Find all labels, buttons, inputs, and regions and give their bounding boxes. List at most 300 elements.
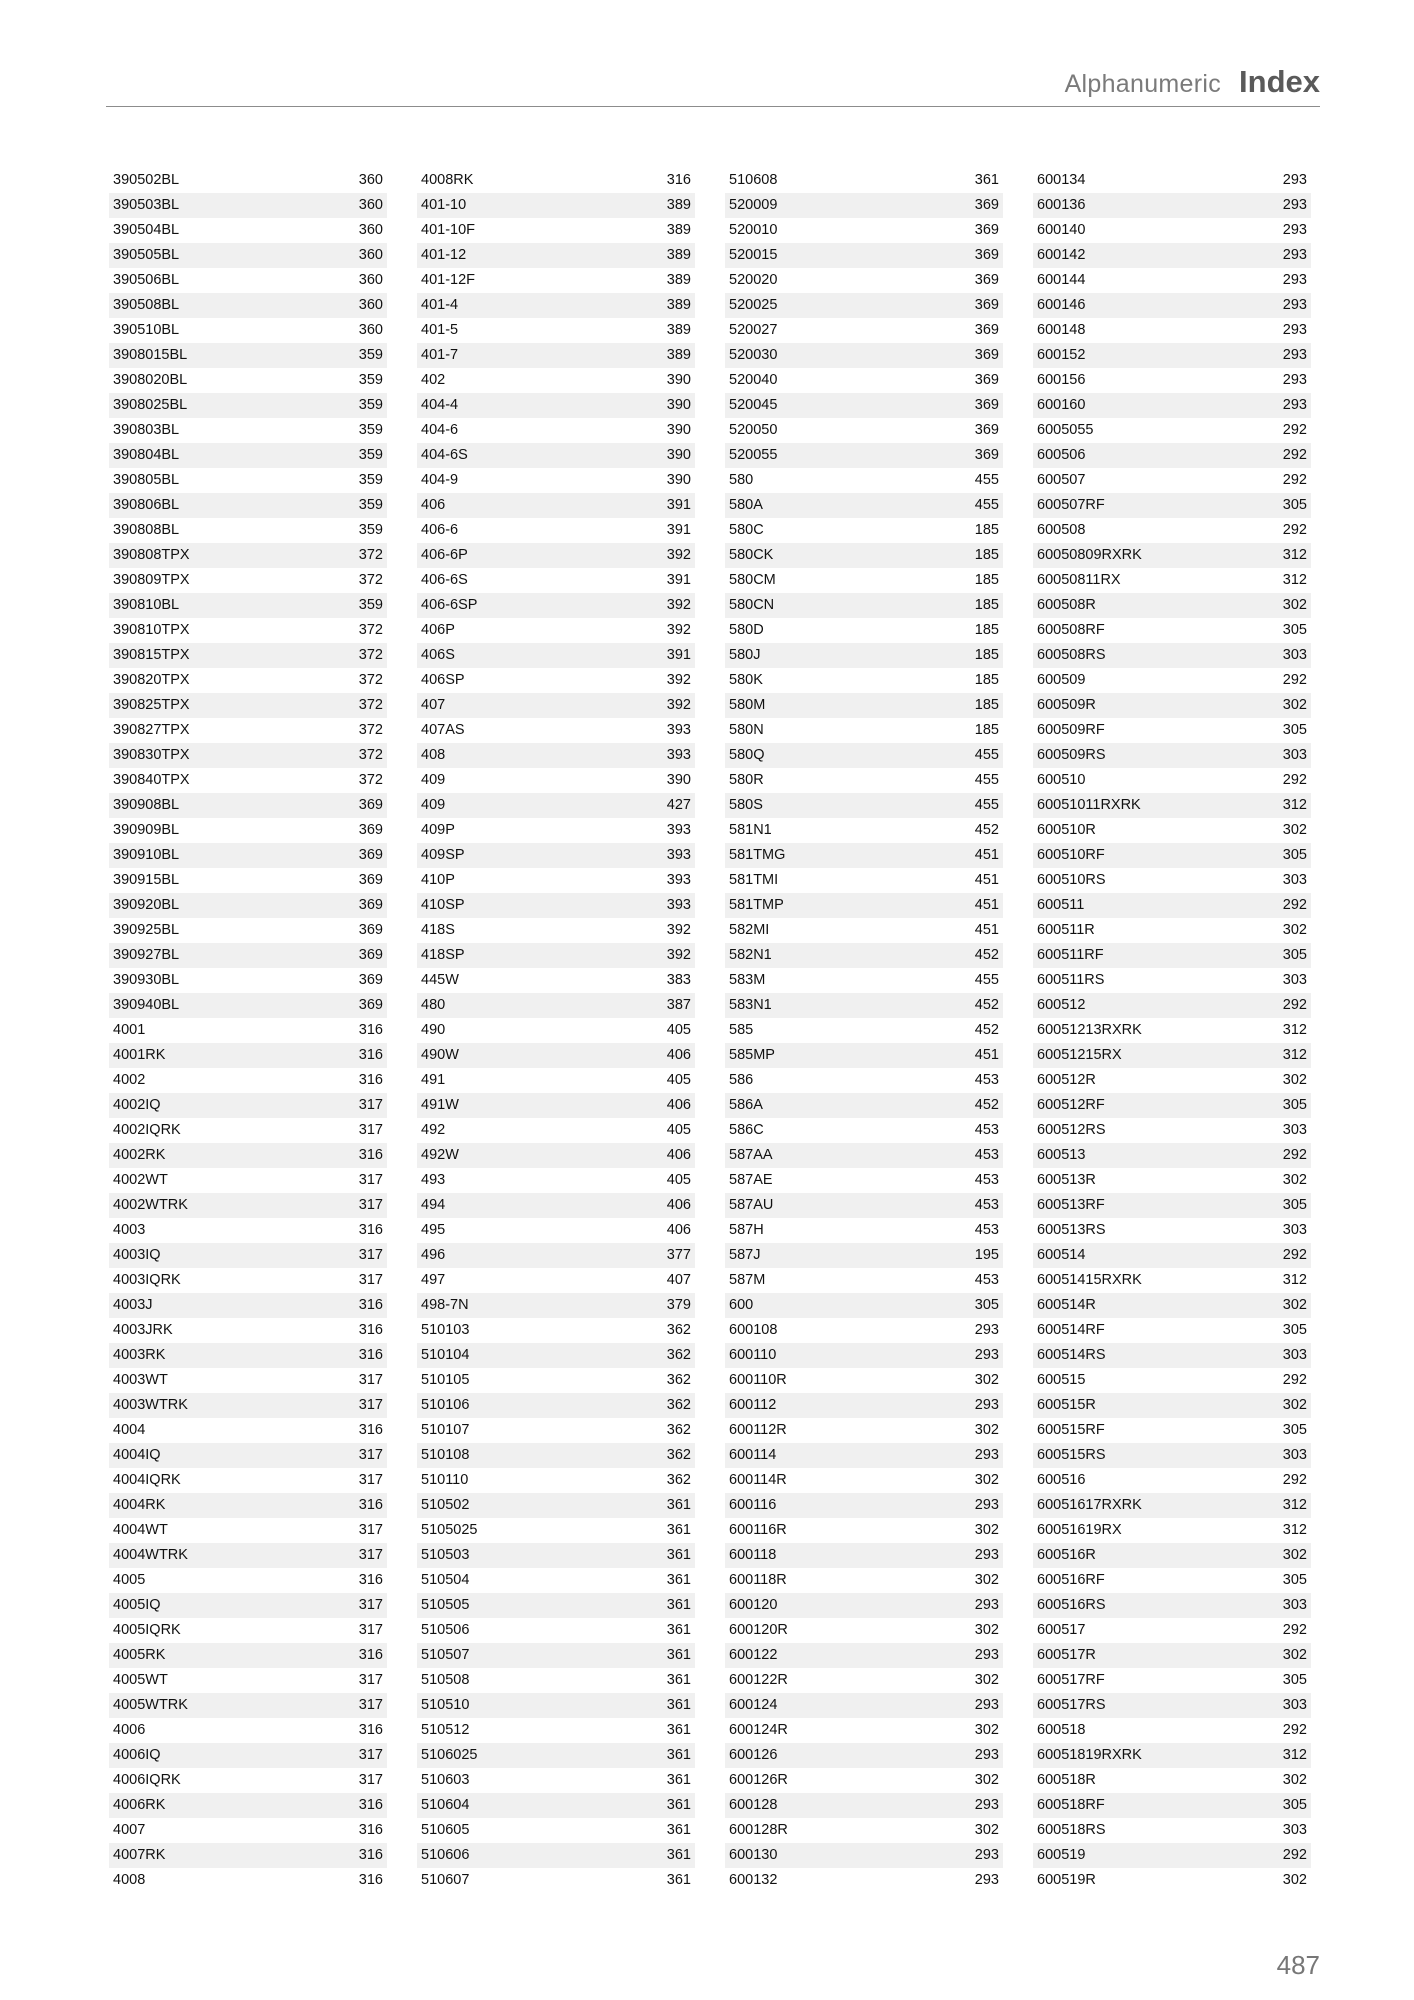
index-row xyxy=(417,918,695,943)
item-code: 4002RK xyxy=(113,1147,166,1163)
index-row xyxy=(417,643,695,668)
item-page: 359 xyxy=(358,597,383,613)
item-page: 360 xyxy=(358,197,383,213)
item-page: 317 xyxy=(358,1597,383,1613)
item-page: 393 xyxy=(666,872,691,888)
index-row xyxy=(109,1493,387,1518)
item-page: 360 xyxy=(358,297,383,313)
item-page: 451 xyxy=(974,897,999,913)
index-row xyxy=(417,1368,695,1393)
index-row xyxy=(725,1693,1003,1718)
index-row xyxy=(1033,568,1311,593)
index-row xyxy=(1033,1168,1311,1193)
item-page: 302 xyxy=(974,1472,999,1488)
index-row xyxy=(417,443,695,468)
index-row xyxy=(417,368,695,393)
item-code: 60051415RXRK xyxy=(1037,1272,1142,1288)
item-code: 4005RK xyxy=(113,1647,166,1663)
item-page: 361 xyxy=(666,1547,691,1563)
item-code: 600513 xyxy=(1037,1147,1086,1163)
index-row xyxy=(109,293,387,318)
item-code: 580CN xyxy=(729,597,775,613)
item-page: 305 xyxy=(974,1297,999,1313)
item-code: 587AE xyxy=(729,1172,773,1188)
item-page: 303 xyxy=(1282,1822,1307,1838)
item-page: 361 xyxy=(666,1572,691,1588)
index-row xyxy=(725,518,1003,543)
item-code: 600512RS xyxy=(1037,1122,1106,1138)
item-code: 5105025 xyxy=(421,1522,478,1538)
item-code: 600511R xyxy=(1037,922,1095,938)
item-page: 369 xyxy=(974,197,999,213)
index-row xyxy=(109,1643,387,1668)
item-page: 317 xyxy=(358,1447,383,1463)
index-row xyxy=(109,1718,387,1743)
item-page: 369 xyxy=(974,272,999,288)
index-row xyxy=(1033,193,1311,218)
index-row xyxy=(417,1793,695,1818)
item-page: 292 xyxy=(1282,672,1307,688)
item-page: 302 xyxy=(1282,1547,1307,1563)
item-code: 401-7 xyxy=(421,347,459,363)
index-row xyxy=(417,1243,695,1268)
item-code: 3908025BL xyxy=(113,397,188,413)
item-page: 390 xyxy=(666,447,691,463)
item-page: 293 xyxy=(974,1547,999,1563)
item-code: 600518R xyxy=(1037,1772,1096,1788)
item-code: 600512RF xyxy=(1037,1097,1105,1113)
item-page: 390 xyxy=(666,472,691,488)
item-page: 393 xyxy=(666,847,691,863)
index-row xyxy=(417,1718,695,1743)
index-row xyxy=(109,518,387,543)
index-row xyxy=(725,1043,1003,1068)
header-title-light: Alphanumeric xyxy=(1064,70,1222,98)
item-code: 4003WT xyxy=(113,1372,168,1388)
item-code: 401-10 xyxy=(421,197,467,213)
item-code: 390909BL xyxy=(113,822,180,838)
item-code: 4006IQRK xyxy=(113,1772,181,1788)
item-page: 302 xyxy=(1282,597,1307,613)
item-page: 302 xyxy=(1282,1772,1307,1788)
item-code: 600508R xyxy=(1037,597,1096,613)
item-page: 316 xyxy=(358,1497,383,1513)
index-row xyxy=(725,1418,1003,1443)
item-code: 491W xyxy=(421,1097,459,1113)
item-page: 305 xyxy=(1282,1197,1307,1213)
index-row xyxy=(417,193,695,218)
item-page: 453 xyxy=(974,1272,999,1288)
index-row xyxy=(725,1843,1003,1868)
item-code: 600126R xyxy=(729,1772,788,1788)
item-page: 361 xyxy=(666,1647,691,1663)
item-page: 387 xyxy=(666,997,691,1013)
item-code: 600514RF xyxy=(1037,1322,1105,1338)
item-code: 587H xyxy=(729,1222,764,1238)
item-code: 580R xyxy=(729,772,764,788)
item-code: 600511RS xyxy=(1037,972,1105,988)
item-page: 305 xyxy=(1282,1572,1307,1588)
item-page: 361 xyxy=(666,1622,691,1638)
item-page: 293 xyxy=(974,1322,999,1338)
index-row xyxy=(1033,343,1311,368)
item-page: 317 xyxy=(358,1247,383,1263)
item-code: 510605 xyxy=(421,1822,470,1838)
index-row xyxy=(725,1018,1003,1043)
index-row xyxy=(725,793,1003,818)
index-row xyxy=(417,843,695,868)
item-page: 372 xyxy=(358,722,383,738)
item-code: 585MP xyxy=(729,1047,775,1063)
index-row xyxy=(417,1093,695,1118)
item-page: 185 xyxy=(974,572,999,588)
item-code: 581TMP xyxy=(729,897,784,913)
index-row xyxy=(1033,393,1311,418)
item-code: 4004WT xyxy=(113,1522,168,1538)
item-page: 427 xyxy=(666,797,691,813)
item-code: 600136 xyxy=(1037,197,1086,213)
index-row xyxy=(417,1518,695,1543)
item-page: 392 xyxy=(666,672,691,688)
item-page: 362 xyxy=(666,1472,691,1488)
index-row xyxy=(725,1493,1003,1518)
item-page: 305 xyxy=(1282,1672,1307,1688)
index-row xyxy=(417,168,695,193)
item-code: 583M xyxy=(729,972,766,988)
item-code: 4007 xyxy=(113,1822,146,1838)
item-code: 404-6S xyxy=(421,447,468,463)
index-row xyxy=(1033,1593,1311,1618)
index-row xyxy=(109,1618,387,1643)
index-row xyxy=(725,393,1003,418)
item-code: 600110R xyxy=(729,1372,787,1388)
item-page: 369 xyxy=(358,797,383,813)
item-page: 302 xyxy=(1282,922,1307,938)
index-row xyxy=(1033,1118,1311,1143)
item-page: 372 xyxy=(358,622,383,638)
index-row xyxy=(725,868,1003,893)
item-page: 451 xyxy=(974,1047,999,1063)
item-code: 390510BL xyxy=(113,322,180,338)
item-page: 292 xyxy=(1282,1147,1307,1163)
item-code: 600510 xyxy=(1037,772,1086,788)
item-page: 362 xyxy=(666,1397,691,1413)
item-page: 369 xyxy=(974,222,999,238)
item-code: 581TMG xyxy=(729,847,786,863)
index-row xyxy=(1033,1193,1311,1218)
item-page: 359 xyxy=(358,447,383,463)
item-page: 452 xyxy=(974,822,999,838)
item-page: 293 xyxy=(974,1697,999,1713)
item-page: 455 xyxy=(974,497,999,513)
item-page: 369 xyxy=(358,822,383,838)
index-row xyxy=(1033,218,1311,243)
index-row xyxy=(725,1343,1003,1368)
item-page: 316 xyxy=(358,1072,383,1088)
index-row xyxy=(1033,1568,1311,1593)
item-page: 303 xyxy=(1282,972,1307,988)
item-page: 195 xyxy=(974,1247,999,1263)
item-page: 372 xyxy=(358,747,383,763)
index-row xyxy=(725,1468,1003,1493)
index-row xyxy=(725,618,1003,643)
item-page: 369 xyxy=(974,372,999,388)
index-row xyxy=(417,1043,695,1068)
item-code: 492 xyxy=(421,1122,446,1138)
item-page: 406 xyxy=(666,1197,691,1213)
item-page: 293 xyxy=(1282,347,1307,363)
index-row xyxy=(109,1143,387,1168)
item-page: 317 xyxy=(358,1522,383,1538)
index-column-4 xyxy=(1033,168,1311,1893)
item-page: 185 xyxy=(974,597,999,613)
index-row xyxy=(725,493,1003,518)
index-row xyxy=(1033,1143,1311,1168)
item-code: 600511 xyxy=(1037,897,1085,913)
item-code: 4003IQ xyxy=(113,1247,161,1263)
index-row xyxy=(1033,1418,1311,1443)
index-row xyxy=(1033,1268,1311,1293)
index-row xyxy=(1033,518,1311,543)
index-row xyxy=(109,943,387,968)
item-code: 445W xyxy=(421,972,459,988)
item-page: 389 xyxy=(666,247,691,263)
index-row xyxy=(1033,1443,1311,1468)
index-row xyxy=(417,1418,695,1443)
item-page: 392 xyxy=(666,622,691,638)
index-row xyxy=(725,1293,1003,1318)
item-page: 292 xyxy=(1282,897,1307,913)
item-code: 390827TPX xyxy=(113,722,190,738)
item-page: 405 xyxy=(666,1172,691,1188)
index-row xyxy=(109,1793,387,1818)
item-page: 393 xyxy=(666,822,691,838)
item-page: 453 xyxy=(974,1222,999,1238)
item-code: 520009 xyxy=(729,197,778,213)
item-page: 389 xyxy=(666,197,691,213)
item-page: 316 xyxy=(358,1147,383,1163)
item-page: 369 xyxy=(358,872,383,888)
item-page: 361 xyxy=(666,1722,691,1738)
item-page: 361 xyxy=(974,172,999,188)
item-code: 510104 xyxy=(421,1347,470,1363)
item-page: 390 xyxy=(666,422,691,438)
index-row xyxy=(109,1218,387,1243)
item-code: 600140 xyxy=(1037,222,1086,238)
item-code: 520040 xyxy=(729,372,778,388)
item-page: 390 xyxy=(666,397,691,413)
item-page: 389 xyxy=(666,347,691,363)
index-row xyxy=(417,318,695,343)
index-row xyxy=(417,468,695,493)
index-row xyxy=(109,1193,387,1218)
item-page: 359 xyxy=(358,497,383,513)
index-row xyxy=(417,668,695,693)
item-code: 480 xyxy=(421,997,446,1013)
item-page: 302 xyxy=(974,1572,999,1588)
item-page: 305 xyxy=(1282,847,1307,863)
item-code: 600124R xyxy=(729,1722,788,1738)
item-code: 600132 xyxy=(729,1872,778,1888)
item-page: 293 xyxy=(1282,197,1307,213)
item-code: 4008RK xyxy=(421,172,474,188)
index-row xyxy=(725,1593,1003,1618)
index-row xyxy=(417,1768,695,1793)
item-code: 406P xyxy=(421,622,455,638)
item-code: 520025 xyxy=(729,297,778,313)
index-row xyxy=(725,668,1003,693)
item-page: 317 xyxy=(358,1472,383,1488)
item-page: 455 xyxy=(974,797,999,813)
item-page: 302 xyxy=(974,1822,999,1838)
index-row xyxy=(725,1668,1003,1693)
item-page: 362 xyxy=(666,1322,691,1338)
index-row xyxy=(417,218,695,243)
item-code: 580C xyxy=(729,522,764,538)
item-code: 409 xyxy=(421,797,446,813)
item-page: 369 xyxy=(358,847,383,863)
index-row xyxy=(725,1243,1003,1268)
item-code: 390808TPX xyxy=(113,547,190,563)
index-row xyxy=(1033,1493,1311,1518)
item-code: 4006RK xyxy=(113,1797,166,1813)
index-row xyxy=(1033,293,1311,318)
item-page: 406 xyxy=(666,1047,691,1063)
item-code: 510507 xyxy=(421,1647,470,1663)
index-row xyxy=(417,1743,695,1768)
index-row xyxy=(109,1018,387,1043)
item-page: 305 xyxy=(1282,1097,1307,1113)
item-page: 305 xyxy=(1282,497,1307,513)
item-page: 316 xyxy=(358,1797,383,1813)
item-page: 406 xyxy=(666,1097,691,1113)
item-code: 600124 xyxy=(729,1697,778,1713)
index-row xyxy=(1033,843,1311,868)
index-row xyxy=(725,843,1003,868)
index-row xyxy=(109,1743,387,1768)
item-code: 600148 xyxy=(1037,322,1086,338)
index-row xyxy=(417,1843,695,1868)
index-row xyxy=(109,618,387,643)
item-code: 4005WT xyxy=(113,1672,168,1688)
item-page: 303 xyxy=(1282,872,1307,888)
item-page: 293 xyxy=(1282,397,1307,413)
item-code: 390808BL xyxy=(113,522,180,538)
item-code: 3908020BL xyxy=(113,372,188,388)
item-page: 185 xyxy=(974,622,999,638)
item-page: 305 xyxy=(1282,947,1307,963)
item-page: 316 xyxy=(358,1022,383,1038)
item-page: 316 xyxy=(358,1222,383,1238)
item-page: 390 xyxy=(666,772,691,788)
index-row xyxy=(1033,618,1311,643)
item-page: 455 xyxy=(974,772,999,788)
index-row xyxy=(417,1018,695,1043)
item-code: 406 xyxy=(421,497,446,513)
index-row xyxy=(109,868,387,893)
item-code: 401-12 xyxy=(421,247,467,263)
index-row xyxy=(109,1468,387,1493)
item-code: 4005IQRK xyxy=(113,1622,181,1638)
index-row xyxy=(725,943,1003,968)
item-code: 587J xyxy=(729,1247,761,1263)
item-page: 316 xyxy=(358,1722,383,1738)
index-row xyxy=(417,818,695,843)
item-page: 361 xyxy=(666,1697,691,1713)
item-code: 600108 xyxy=(729,1322,778,1338)
item-code: 510504 xyxy=(421,1572,470,1588)
item-code: 600506 xyxy=(1037,447,1086,463)
index-row xyxy=(109,1443,387,1468)
item-code: 587AA xyxy=(729,1147,773,1163)
item-page: 406 xyxy=(666,1222,691,1238)
item-code: 600146 xyxy=(1037,297,1086,313)
index-row xyxy=(109,543,387,568)
item-code: 580CM xyxy=(729,572,776,588)
item-code: 600515RF xyxy=(1037,1422,1105,1438)
item-code: 492W xyxy=(421,1147,459,1163)
index-row xyxy=(725,1193,1003,1218)
index-row xyxy=(725,968,1003,993)
item-page: 359 xyxy=(358,422,383,438)
item-page: 302 xyxy=(974,1422,999,1438)
index-row xyxy=(109,818,387,843)
index-row xyxy=(109,318,387,343)
item-code: 60050809RXRK xyxy=(1037,547,1142,563)
index-row xyxy=(1033,1668,1311,1693)
item-code: 600516 xyxy=(1037,1472,1086,1488)
item-code: 409P xyxy=(421,822,455,838)
item-code: 401-12F xyxy=(421,272,476,288)
index-row xyxy=(725,768,1003,793)
item-code: 4002IQRK xyxy=(113,1122,181,1138)
page-number: 487 xyxy=(1276,1950,1320,1980)
item-page: 292 xyxy=(1282,422,1307,438)
item-page: 317 xyxy=(358,1197,383,1213)
index-row xyxy=(417,1468,695,1493)
index-row xyxy=(417,1643,695,1668)
index-row xyxy=(417,293,695,318)
item-code: 520027 xyxy=(729,322,778,338)
item-code: 600514RS xyxy=(1037,1347,1106,1363)
item-code: 4006 xyxy=(113,1722,146,1738)
item-page: 303 xyxy=(1282,747,1307,763)
item-code: 510604 xyxy=(421,1797,470,1813)
index-row xyxy=(1033,243,1311,268)
item-code: 390908BL xyxy=(113,797,180,813)
index-row xyxy=(725,468,1003,493)
item-page: 317 xyxy=(358,1697,383,1713)
item-code: 600 xyxy=(729,1297,754,1313)
item-code: 408 xyxy=(421,747,446,763)
index-row xyxy=(725,1868,1003,1893)
item-page: 312 xyxy=(1282,572,1307,588)
index-row xyxy=(725,318,1003,343)
item-page: 361 xyxy=(666,1872,691,1888)
item-code: 580S xyxy=(729,797,763,813)
index-row xyxy=(109,993,387,1018)
index-row xyxy=(109,568,387,593)
item-code: 510508 xyxy=(421,1672,470,1688)
index-row xyxy=(109,393,387,418)
item-code: 600144 xyxy=(1037,272,1086,288)
item-code: 600517R xyxy=(1037,1647,1096,1663)
item-page: 312 xyxy=(1282,797,1307,813)
item-code: 407 xyxy=(421,697,446,713)
item-page: 317 xyxy=(358,1122,383,1138)
item-page: 292 xyxy=(1282,1247,1307,1263)
item-code: 600112R xyxy=(729,1422,787,1438)
